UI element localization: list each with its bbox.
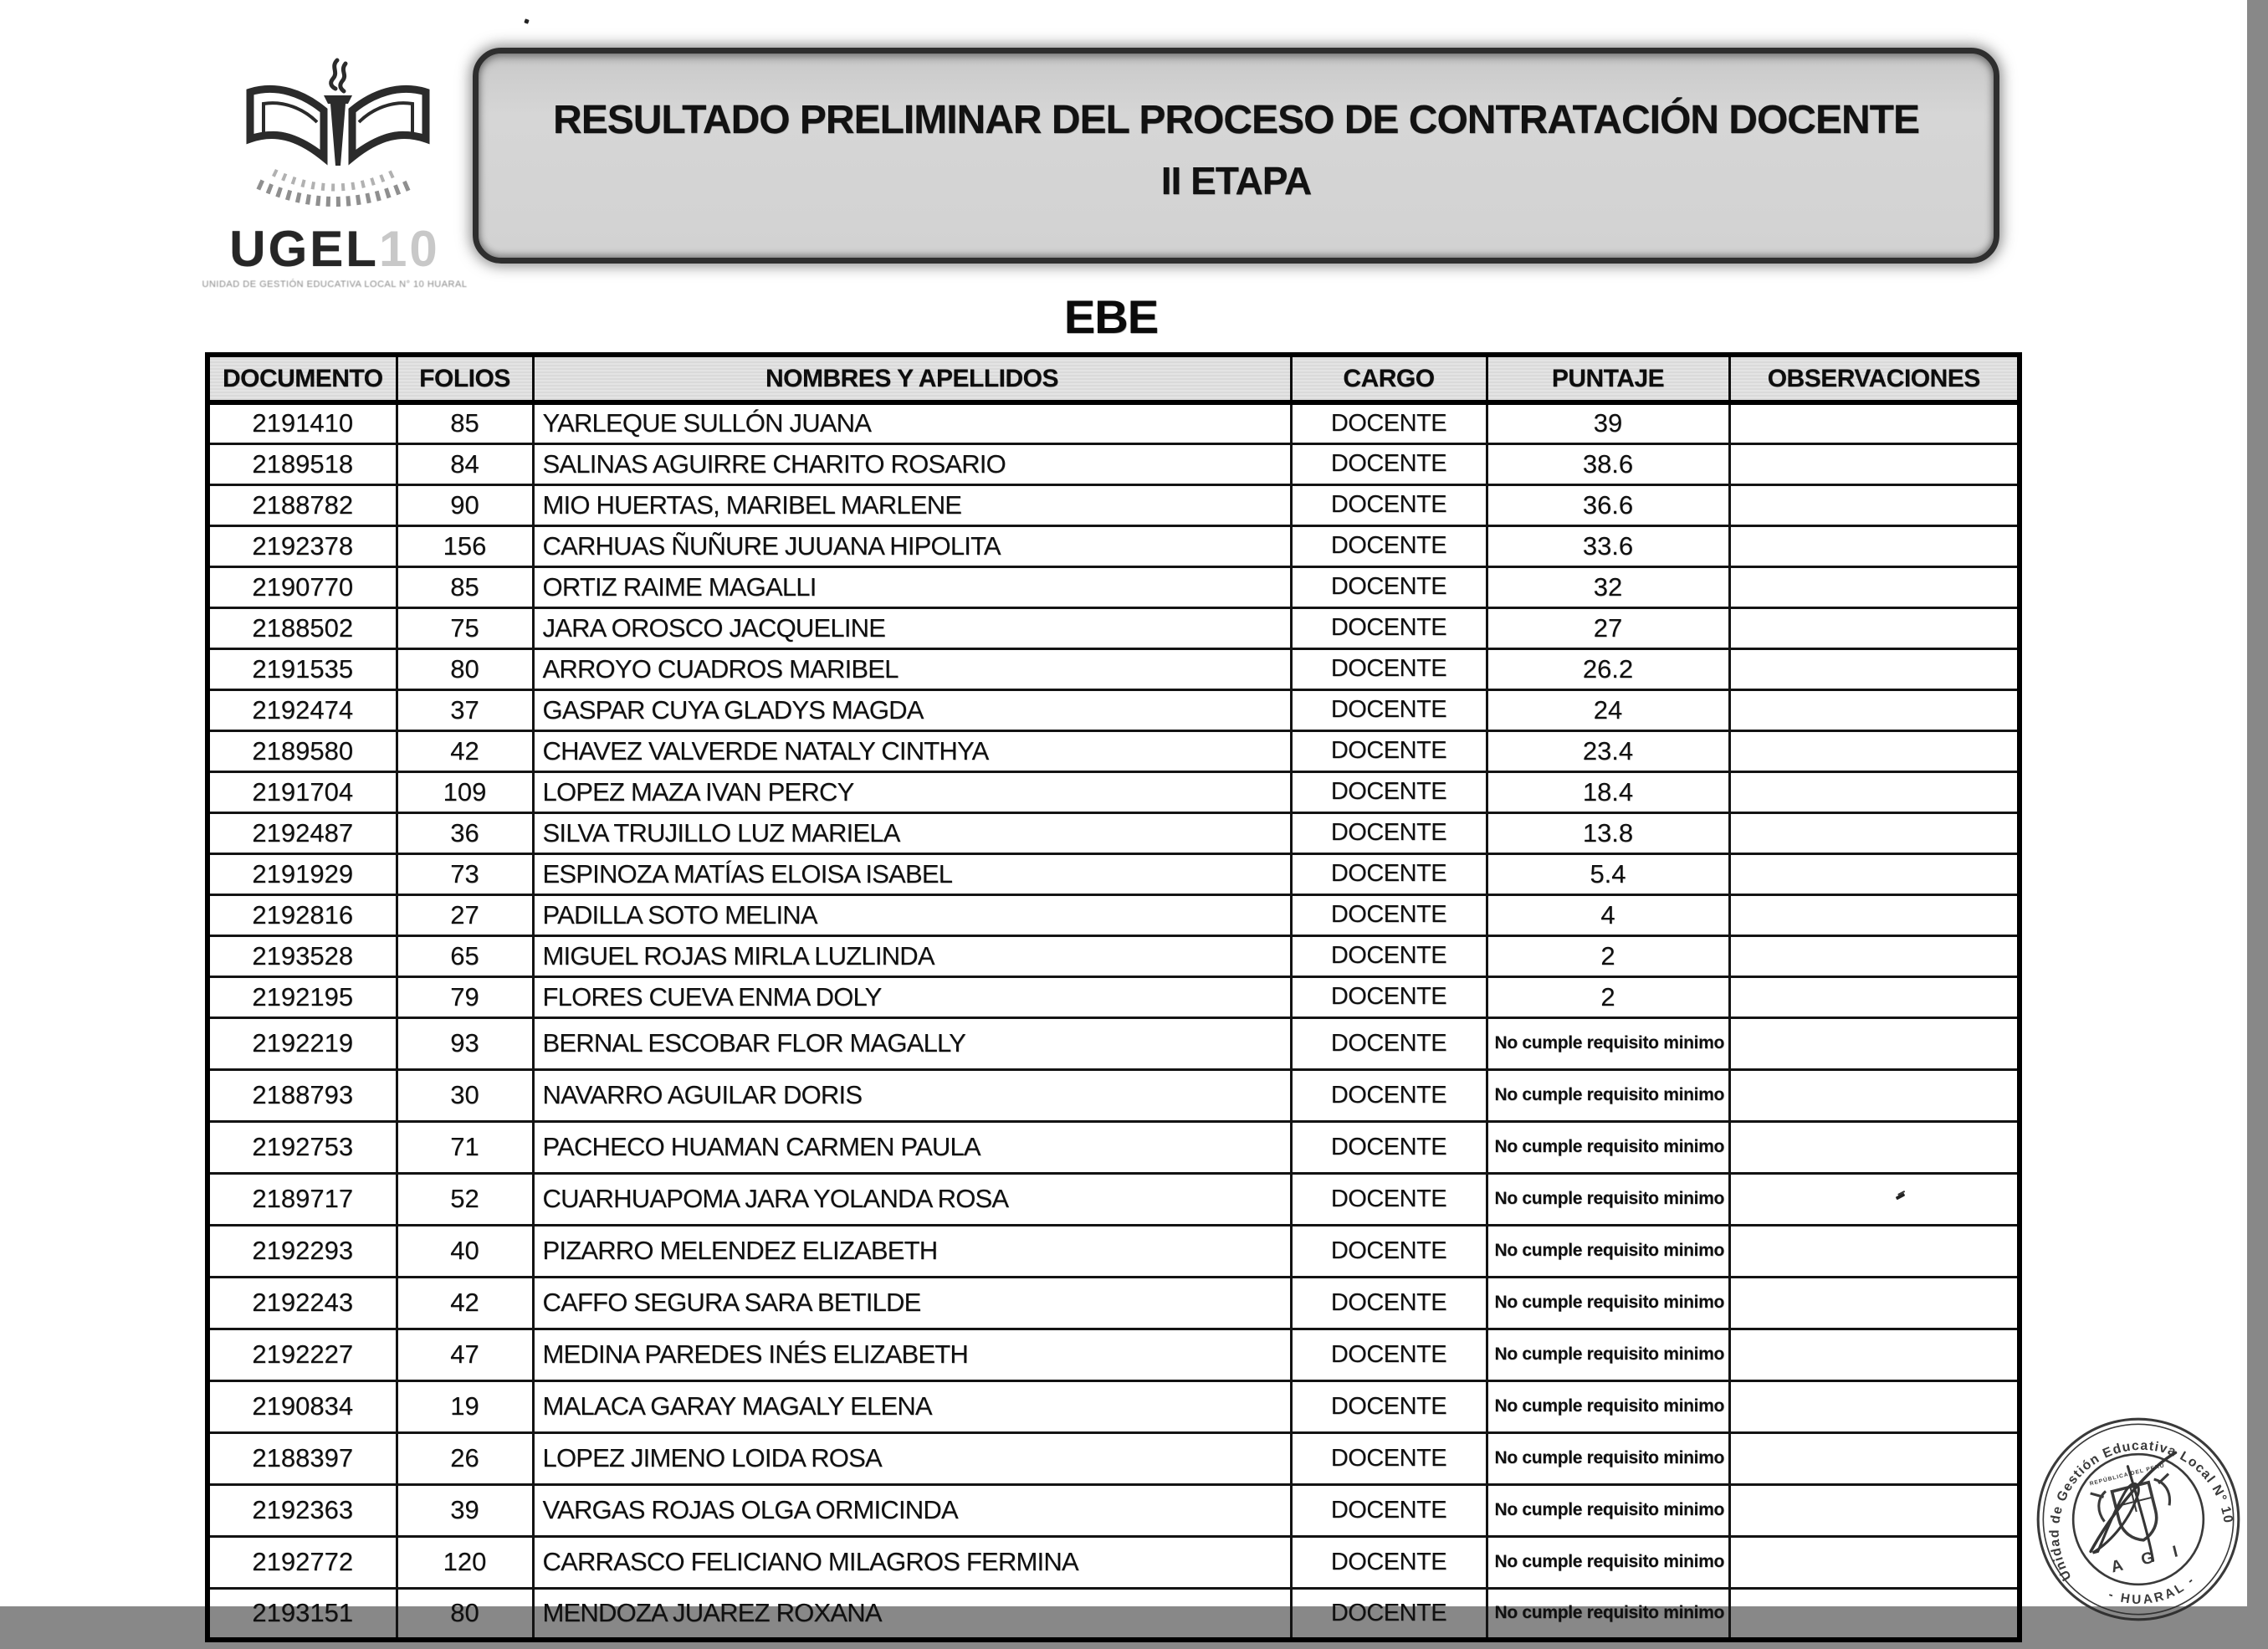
cell-documento: 2188793: [207, 1069, 397, 1121]
cell-observaciones: [1729, 484, 2020, 525]
table-row: [207, 525, 2020, 566]
table-row: [207, 566, 2020, 607]
cell-nombres: JARA OROSCO JACQUELINE: [533, 607, 1291, 648]
cell-puntaje: No cumple requisito minimo: [1487, 1277, 1729, 1329]
table-row: [207, 1017, 2020, 1069]
logo-wordmark: [192, 221, 477, 277]
cell-folios: 40: [397, 1225, 533, 1277]
cell-cargo: DOCENTE: [1291, 1329, 1487, 1380]
torch-head: [324, 95, 352, 104]
cell-cargo: DOCENTE: [1291, 1277, 1487, 1329]
cell-documento: 2193528: [207, 935, 397, 976]
cell-observaciones: [1729, 894, 2020, 935]
cell-nombres: MEDINA PAREDES INÉS ELIZABETH: [533, 1329, 1291, 1380]
cell-puntaje: 23.4: [1487, 730, 1729, 771]
cell-observaciones: [1729, 853, 2020, 894]
cell-nombres: MIGUEL ROJAS MIRLA LUZLINDA: [533, 935, 1291, 976]
logo-caption: UNIDAD DE GESTIÓN EDUCATIVA LOCAL N° 10 HUARAL: [202, 279, 468, 289]
cell-folios: 47: [397, 1329, 533, 1380]
cell-puntaje: 13.8: [1487, 812, 1729, 853]
cell-puntaje: 26.2: [1487, 648, 1729, 689]
cell-nombres: SILVA TRUJILLO LUZ MARIELA: [533, 812, 1291, 853]
column-header-2: NOMBRES Y APELLIDOS: [533, 355, 1291, 402]
title-banner: [473, 48, 1999, 264]
cell-observaciones: [1729, 525, 2020, 566]
cell-puntaje: No cumple requisito minimo: [1487, 1121, 1729, 1173]
official-stamp: [2009, 1390, 2268, 1649]
logo-org: UGEL: [229, 221, 379, 277]
cell-folios: 39: [397, 1484, 533, 1536]
cell-folios: 156: [397, 525, 533, 566]
cell-cargo: DOCENTE: [1291, 484, 1487, 525]
cell-folios: 109: [397, 771, 533, 812]
cell-folios: 93: [397, 1017, 533, 1069]
cell-observaciones: [1729, 935, 2020, 976]
cell-folios: 65: [397, 935, 533, 976]
cell-documento: 2192293: [207, 1225, 397, 1277]
cell-observaciones: [1729, 1017, 2020, 1069]
cell-documento: 2189717: [207, 1173, 397, 1225]
cell-observaciones: [1729, 1173, 2020, 1225]
cell-folios: 75: [397, 607, 533, 648]
cell-puntaje: 39: [1487, 402, 1729, 443]
cell-documento: 2193151: [207, 1588, 397, 1640]
cell-documento: 2188397: [207, 1432, 397, 1484]
cell-folios: 85: [397, 402, 533, 443]
cell-cargo: DOCENTE: [1291, 1017, 1487, 1069]
stamp-ring-text-bottom: - HUARAL -: [2106, 1572, 2199, 1607]
cell-nombres: PIZARRO MELENDEZ ELIZABETH: [533, 1225, 1291, 1277]
section-title: EBE: [1063, 290, 1159, 343]
cell-folios: 80: [397, 1588, 533, 1640]
table-row: [207, 976, 2020, 1017]
cell-folios: 84: [397, 443, 533, 484]
cell-puntaje: No cumple requisito minimo: [1487, 1588, 1729, 1640]
cell-observaciones: [1729, 1432, 2020, 1484]
cell-documento: 2189518: [207, 443, 397, 484]
ugel-logo: [192, 59, 477, 289]
cell-documento: 2191704: [207, 771, 397, 812]
cell-puntaje: 2: [1487, 935, 1729, 976]
table-row: [207, 648, 2020, 689]
cell-nombres: CARRASCO FELICIANO MILAGROS FERMINA: [533, 1536, 1291, 1588]
cell-documento: 2188502: [207, 607, 397, 648]
cell-cargo: DOCENTE: [1291, 443, 1487, 484]
table-header-row: [207, 355, 2020, 402]
table-row: [207, 1069, 2020, 1121]
cell-cargo: DOCENTE: [1291, 1484, 1487, 1536]
cell-cargo: DOCENTE: [1291, 1432, 1487, 1484]
cell-folios: 27: [397, 894, 533, 935]
cell-cargo: DOCENTE: [1291, 935, 1487, 976]
table-row: [207, 1277, 2020, 1329]
cell-observaciones: [1729, 1121, 2020, 1173]
cell-cargo: DOCENTE: [1291, 1380, 1487, 1432]
cell-puntaje: 5.4: [1487, 853, 1729, 894]
cell-folios: 79: [397, 976, 533, 1017]
cell-puntaje: 38.6: [1487, 443, 1729, 484]
column-header-0: DOCUMENTO: [207, 355, 397, 402]
cell-documento: 2189580: [207, 730, 397, 771]
cell-nombres: CUARHUAPOMA JARA YOLANDA ROSA: [533, 1173, 1291, 1225]
cell-documento: 2190834: [207, 1380, 397, 1432]
cell-cargo: DOCENTE: [1291, 771, 1487, 812]
table-row: [207, 484, 2020, 525]
table-row: [207, 689, 2020, 730]
cell-puntaje: No cumple requisito minimo: [1487, 1173, 1729, 1225]
cell-documento: 2192816: [207, 894, 397, 935]
cell-observaciones: [1729, 607, 2020, 648]
cell-puntaje: 18.4: [1487, 771, 1729, 812]
cell-puntaje: 2: [1487, 976, 1729, 1017]
cell-folios: 52: [397, 1173, 533, 1225]
cell-documento: 2192378: [207, 525, 397, 566]
results-body: [207, 402, 2020, 1640]
table-row: [207, 935, 2020, 976]
cell-cargo: DOCENTE: [1291, 1225, 1487, 1277]
book-torch-icon: [230, 59, 439, 223]
cell-observaciones: [1729, 648, 2020, 689]
cell-cargo: DOCENTE: [1291, 566, 1487, 607]
cell-cargo: DOCENTE: [1291, 1121, 1487, 1173]
logo-number: 10: [378, 221, 440, 277]
cell-nombres: CAFFO SEGURA SARA BETILDE: [533, 1277, 1291, 1329]
cell-cargo: DOCENTE: [1291, 1536, 1487, 1588]
table-row: [207, 402, 2020, 443]
cell-documento: 2191535: [207, 648, 397, 689]
cell-puntaje: No cumple requisito minimo: [1487, 1329, 1729, 1380]
cell-cargo: DOCENTE: [1291, 1173, 1487, 1225]
cell-puntaje: No cumple requisito minimo: [1487, 1432, 1729, 1484]
cell-cargo: DOCENTE: [1291, 1588, 1487, 1640]
cell-folios: 80: [397, 648, 533, 689]
cell-folios: 19: [397, 1380, 533, 1432]
cell-observaciones: [1729, 1484, 2020, 1536]
book-left-inner: [264, 103, 317, 151]
table-row: [207, 771, 2020, 812]
cell-folios: 73: [397, 853, 533, 894]
cell-nombres: LOPEZ MAZA IVAN PERCY: [533, 771, 1291, 812]
cell-folios: 90: [397, 484, 533, 525]
table-row: [207, 1380, 2020, 1432]
table-row: [207, 730, 2020, 771]
cell-nombres: GASPAR CUYA GLADYS MAGDA: [533, 689, 1291, 730]
cell-cargo: DOCENTE: [1291, 689, 1487, 730]
cell-puntaje: 24: [1487, 689, 1729, 730]
cell-observaciones: [1729, 1380, 2020, 1432]
cell-documento: 2192474: [207, 689, 397, 730]
stamp-ring-text-top: Unidad de Gestión Educativa Local N° 10: [2047, 1438, 2235, 1584]
cell-nombres: PACHECO HUAMAN CARMEN PAULA: [533, 1121, 1291, 1173]
cell-observaciones: [1729, 812, 2020, 853]
cell-documento: 2192243: [207, 1277, 397, 1329]
column-header-3: CARGO: [1291, 355, 1487, 402]
table-row: [207, 443, 2020, 484]
cell-nombres: CARHUAS ÑUÑURE JUUANA HIPOLITA: [533, 525, 1291, 566]
cell-nombres: PADILLA SOTO MELINA: [533, 894, 1291, 935]
cell-documento: 2191410: [207, 402, 397, 443]
cell-observaciones: [1729, 771, 2020, 812]
cell-puntaje: 4: [1487, 894, 1729, 935]
cell-nombres: ORTIZ RAIME MAGALLI: [533, 566, 1291, 607]
cell-cargo: DOCENTE: [1291, 402, 1487, 443]
table-row: [207, 1536, 2020, 1588]
cell-cargo: DOCENTE: [1291, 812, 1487, 853]
cell-folios: 71: [397, 1121, 533, 1173]
cell-observaciones: [1729, 1277, 2020, 1329]
cell-puntaje: 33.6: [1487, 525, 1729, 566]
table-row: [207, 853, 2020, 894]
cell-folios: 120: [397, 1536, 533, 1588]
cell-puntaje: 32: [1487, 566, 1729, 607]
ink-speck: [524, 18, 529, 23]
cell-documento: 2192227: [207, 1329, 397, 1380]
cell-nombres: MALACA GARAY MAGALY ELENA: [533, 1380, 1291, 1432]
table-row: [207, 1173, 2020, 1225]
cell-observaciones: [1729, 1069, 2020, 1121]
column-header-5: OBSERVACIONES: [1729, 355, 2020, 402]
cell-observaciones: [1729, 730, 2020, 771]
cell-documento: 2192772: [207, 1536, 397, 1588]
results-table: [205, 352, 2022, 1642]
cell-documento: 2192219: [207, 1017, 397, 1069]
cell-nombres: MIO HUERTAS, MARIBEL MARLENE: [533, 484, 1291, 525]
cell-documento: 2188782: [207, 484, 397, 525]
cell-puntaje: No cumple requisito minimo: [1487, 1069, 1729, 1121]
cell-observaciones: [1729, 443, 2020, 484]
cell-observaciones: [1729, 1588, 2020, 1640]
column-header-4: PUNTAJE: [1487, 355, 1729, 402]
cell-nombres: VARGAS ROJAS OLGA ORMICINDA: [533, 1484, 1291, 1536]
cell-folios: 42: [397, 1277, 533, 1329]
cell-puntaje: No cumple requisito minimo: [1487, 1380, 1729, 1432]
cell-folios: 26: [397, 1432, 533, 1484]
cell-observaciones: [1729, 1225, 2020, 1277]
cell-observaciones: [1729, 566, 2020, 607]
cell-documento: 2190770: [207, 566, 397, 607]
cell-folios: 36: [397, 812, 533, 853]
table-row: [207, 812, 2020, 853]
table-row: [207, 1588, 2020, 1640]
cell-cargo: DOCENTE: [1291, 525, 1487, 566]
cell-nombres: LOPEZ JIMENO LOIDA ROSA: [533, 1432, 1291, 1484]
cell-documento: 2192363: [207, 1484, 397, 1536]
torch-stick: [330, 104, 346, 166]
cell-nombres: NAVARRO AGUILAR DORIS: [533, 1069, 1291, 1121]
cell-observaciones: [1729, 976, 2020, 1017]
cell-folios: 30: [397, 1069, 533, 1121]
cell-puntaje: 36.6: [1487, 484, 1729, 525]
cell-cargo: DOCENTE: [1291, 853, 1487, 894]
book-right-inner: [359, 103, 412, 151]
results-table-wrapper: [205, 352, 2017, 1642]
cell-cargo: DOCENTE: [1291, 607, 1487, 648]
cell-folios: 85: [397, 566, 533, 607]
cell-observaciones: [1729, 402, 2020, 443]
cell-nombres: MENDOZA JUAREZ ROXANA: [533, 1588, 1291, 1640]
cell-nombres: CHAVEZ VALVERDE NATALY CINTHYA: [533, 730, 1291, 771]
column-header-1: FOLIOS: [397, 355, 533, 402]
cell-puntaje: No cumple requisito minimo: [1487, 1536, 1729, 1588]
cell-cargo: DOCENTE: [1291, 894, 1487, 935]
cell-puntaje: 27: [1487, 607, 1729, 648]
laurel-speckles-inner: [274, 172, 396, 187]
cell-folios: 37: [397, 689, 533, 730]
stamp-emblem-text: REPÚBLICA DEL PERÚ: [2089, 1462, 2166, 1488]
cell-observaciones: [1729, 1329, 2020, 1380]
cell-puntaje: No cumple requisito minimo: [1487, 1225, 1729, 1277]
table-row: [207, 1484, 2020, 1536]
cell-puntaje: No cumple requisito minimo: [1487, 1017, 1729, 1069]
table-row: [207, 1329, 2020, 1380]
cell-observaciones: [1729, 689, 2020, 730]
cell-folios: 42: [397, 730, 533, 771]
cell-nombres: YARLEQUE SULLÓN JUANA: [533, 402, 1291, 443]
cell-documento: 2192195: [207, 976, 397, 1017]
cell-cargo: DOCENTE: [1291, 976, 1487, 1017]
cell-puntaje: No cumple requisito minimo: [1487, 1484, 1729, 1536]
cell-documento: 2192753: [207, 1121, 397, 1173]
cell-documento: 2191929: [207, 853, 397, 894]
stamp-center-text: A G I: [2109, 1540, 2188, 1577]
cell-nombres: FLORES CUEVA ENMA DOLY: [533, 976, 1291, 1017]
banner-title-line1: RESULTADO PRELIMINAR DEL PROCESO DE CONTRATACIÓN DOCENTE: [553, 98, 1919, 142]
cell-nombres: BERNAL ESCOBAR FLOR MAGALLY: [533, 1017, 1291, 1069]
cell-nombres: SALINAS AGUIRRE CHARITO ROSARIO: [533, 443, 1291, 484]
table-row: [207, 1225, 2020, 1277]
cell-cargo: DOCENTE: [1291, 648, 1487, 689]
table-row: [207, 607, 2020, 648]
flame-icon: [331, 60, 346, 91]
cell-cargo: DOCENTE: [1291, 1069, 1487, 1121]
cell-documento: 2192487: [207, 812, 397, 853]
table-row: [207, 1121, 2020, 1173]
cell-observaciones: [1729, 1536, 2020, 1588]
banner-title-line2: II ETAPA: [1160, 159, 1312, 202]
cell-cargo: DOCENTE: [1291, 730, 1487, 771]
table-row: [207, 1432, 2020, 1484]
table-row: [207, 894, 2020, 935]
cell-nombres: ESPINOZA MATÍAS ELOISA ISABEL: [533, 853, 1291, 894]
cell-nombres: ARROYO CUADROS MARIBEL: [533, 648, 1291, 689]
